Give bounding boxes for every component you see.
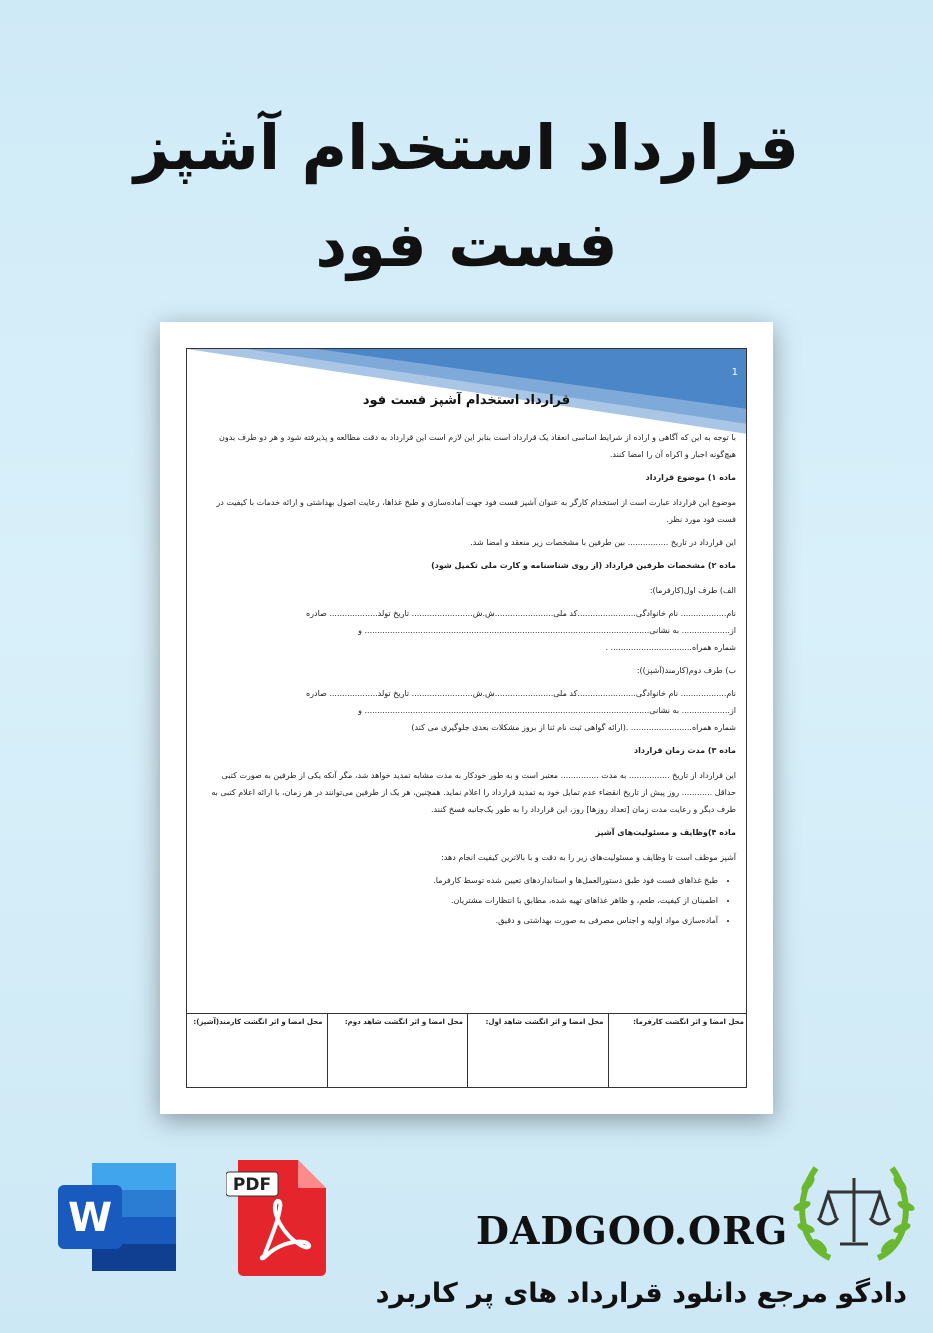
intro-paragraph: با توجه به این که آگاهی و اراده از شرایط اساسی انعقاد یک قرارداد است بنابر این لازم است این قرارداد به دقت مطالعه و پذیرفته شود و هر دو طرف بدون هیچ‌گونه اجبار و اکراه آن را امضا کنند. [219,433,736,459]
signature-cell-witness2: محل امضا و اثر انگشت شاهد دوم: [327,1014,468,1088]
scales-of-justice-icon [790,1158,918,1266]
page-number: 1 [731,367,738,378]
list-item: • آماده‌سازی مواد اولیه و اجناس مصرفی به صورت بهداشتی و دقیق. [201,912,718,929]
party-a-line1: نام.................. نام خانوادگی.......................کد ملی.......................ش.ش........................ تاریخ تولد................... صادره [305,609,736,618]
pdf-icon[interactable] [226,1160,326,1276]
article3-heading: ماده ۳) مدت زمان قرارداد [634,746,736,755]
article1-date: این قرارداد در تاریخ ................ بین طرفین با مشخصات زیر منعقد و امضا شد. [470,538,736,547]
party-a-line3: شماره همراه................................ . [605,643,736,652]
brand-name: DADGOO.ORG [476,1208,789,1253]
document-preview [160,322,773,1114]
article4-intro: آشپز موظف است تا وظایف و مسئولیت‌های زیر را به دقت و با بالاترین کیفیت انجام دهد: [441,853,736,862]
word-letter: W [67,1195,113,1241]
header-banner [187,349,747,434]
article3-text: این قرارداد از تاریخ ................ به مدت ............... معتبر است و به طور خودکار به مدت مشابه تمدید خواهد شد، مگر آنکه یکی از طرفین به صورت کتبی حداقل ............ روز پیش از تاریخ انقضاء عدم تمایل خود به تمدید قرارداد را اعلام نماید. همچنین، هر یک از طرفین می‌توانند در هر زمان، با ارائه اعلام کتبی به طرف دیگر و رعایت مدت زمان [تعداد روزها] روز، این قرارداد را به طور یک‌جانبه فسخ کنند. [211,771,736,814]
party-a-line2: از................... به نشانی................................................................................................................ و [358,626,736,635]
word-icon[interactable] [58,1163,176,1271]
article1-text: موضوع این قرارداد عبارت است از استخدام کارگر به عنوان آشپز فست فود جهت آماده‌سازی و طبخ غذاها، رعایت اصول بهداشتی و ارائه خدمات با کیفیت در فست فود مورد نظر. [216,498,736,524]
list-item: • طبخ غذاهای فست فود طبق دستورالعمل‌ها و استانداردهای تعیین شده توسط کارفرما. [201,872,718,889]
party-b-heading: ب) طرف دوم(کارمند(آشپز)): [636,666,736,675]
tagline: دادگو مرجع دانلود قرارداد های پر کاربرد [375,1278,907,1309]
article1-heading: ماده ۱) موضوع قرارداد [645,473,736,482]
article4-heading: ماده ۴)وظایف و مسئولیت‌های آشپز [595,828,736,837]
signature-table [187,1013,747,1088]
document-title: قرارداد استخدام آشپز فست فود [362,393,571,408]
article2-heading: ماده ۲) مشخصات طرفین قرارداد (از روی شناسنامه و کارت ملی تکمیل شود) [431,561,736,570]
pdf-label: PDF [232,1175,272,1195]
signature-cell-employer: محل امضا و اثر انگشت کارفرما: [608,1014,748,1088]
party-b-line3: شماره همراه........................ .(ارائه گواهی ثبت نام ثنا از بروز مشکلات بعدی جلوگیری می کند) [411,723,736,732]
document-body [201,429,736,932]
signature-cell-chef: محل امضا و اثر انگشت کارمند(آشپز): [193,1018,323,1026]
party-b-line1: نام.................. نام خانوادگی.......................کد ملی.......................ش.ش........................ تاریخ تولد................... صادره [305,689,736,698]
document-page [186,348,747,1088]
hero-title-line2: فست فود [315,208,618,281]
party-a-heading: الف) طرف اول(کارفرما): [649,586,736,595]
duties-list [201,872,736,929]
party-b-line2: از................... به نشانی................................................................................................................ و [358,706,736,715]
signature-cell-witness1: محل امضا و اثر انگشت شاهد اول: [467,1014,608,1088]
hero-title-line1: قرارداد استخدام آشپز [134,111,799,184]
list-item: • اطمینان از کیفیت، طعم، و ظاهر غذاهای تهیه شده، مطابق با انتظارات مشتریان. [201,892,718,909]
